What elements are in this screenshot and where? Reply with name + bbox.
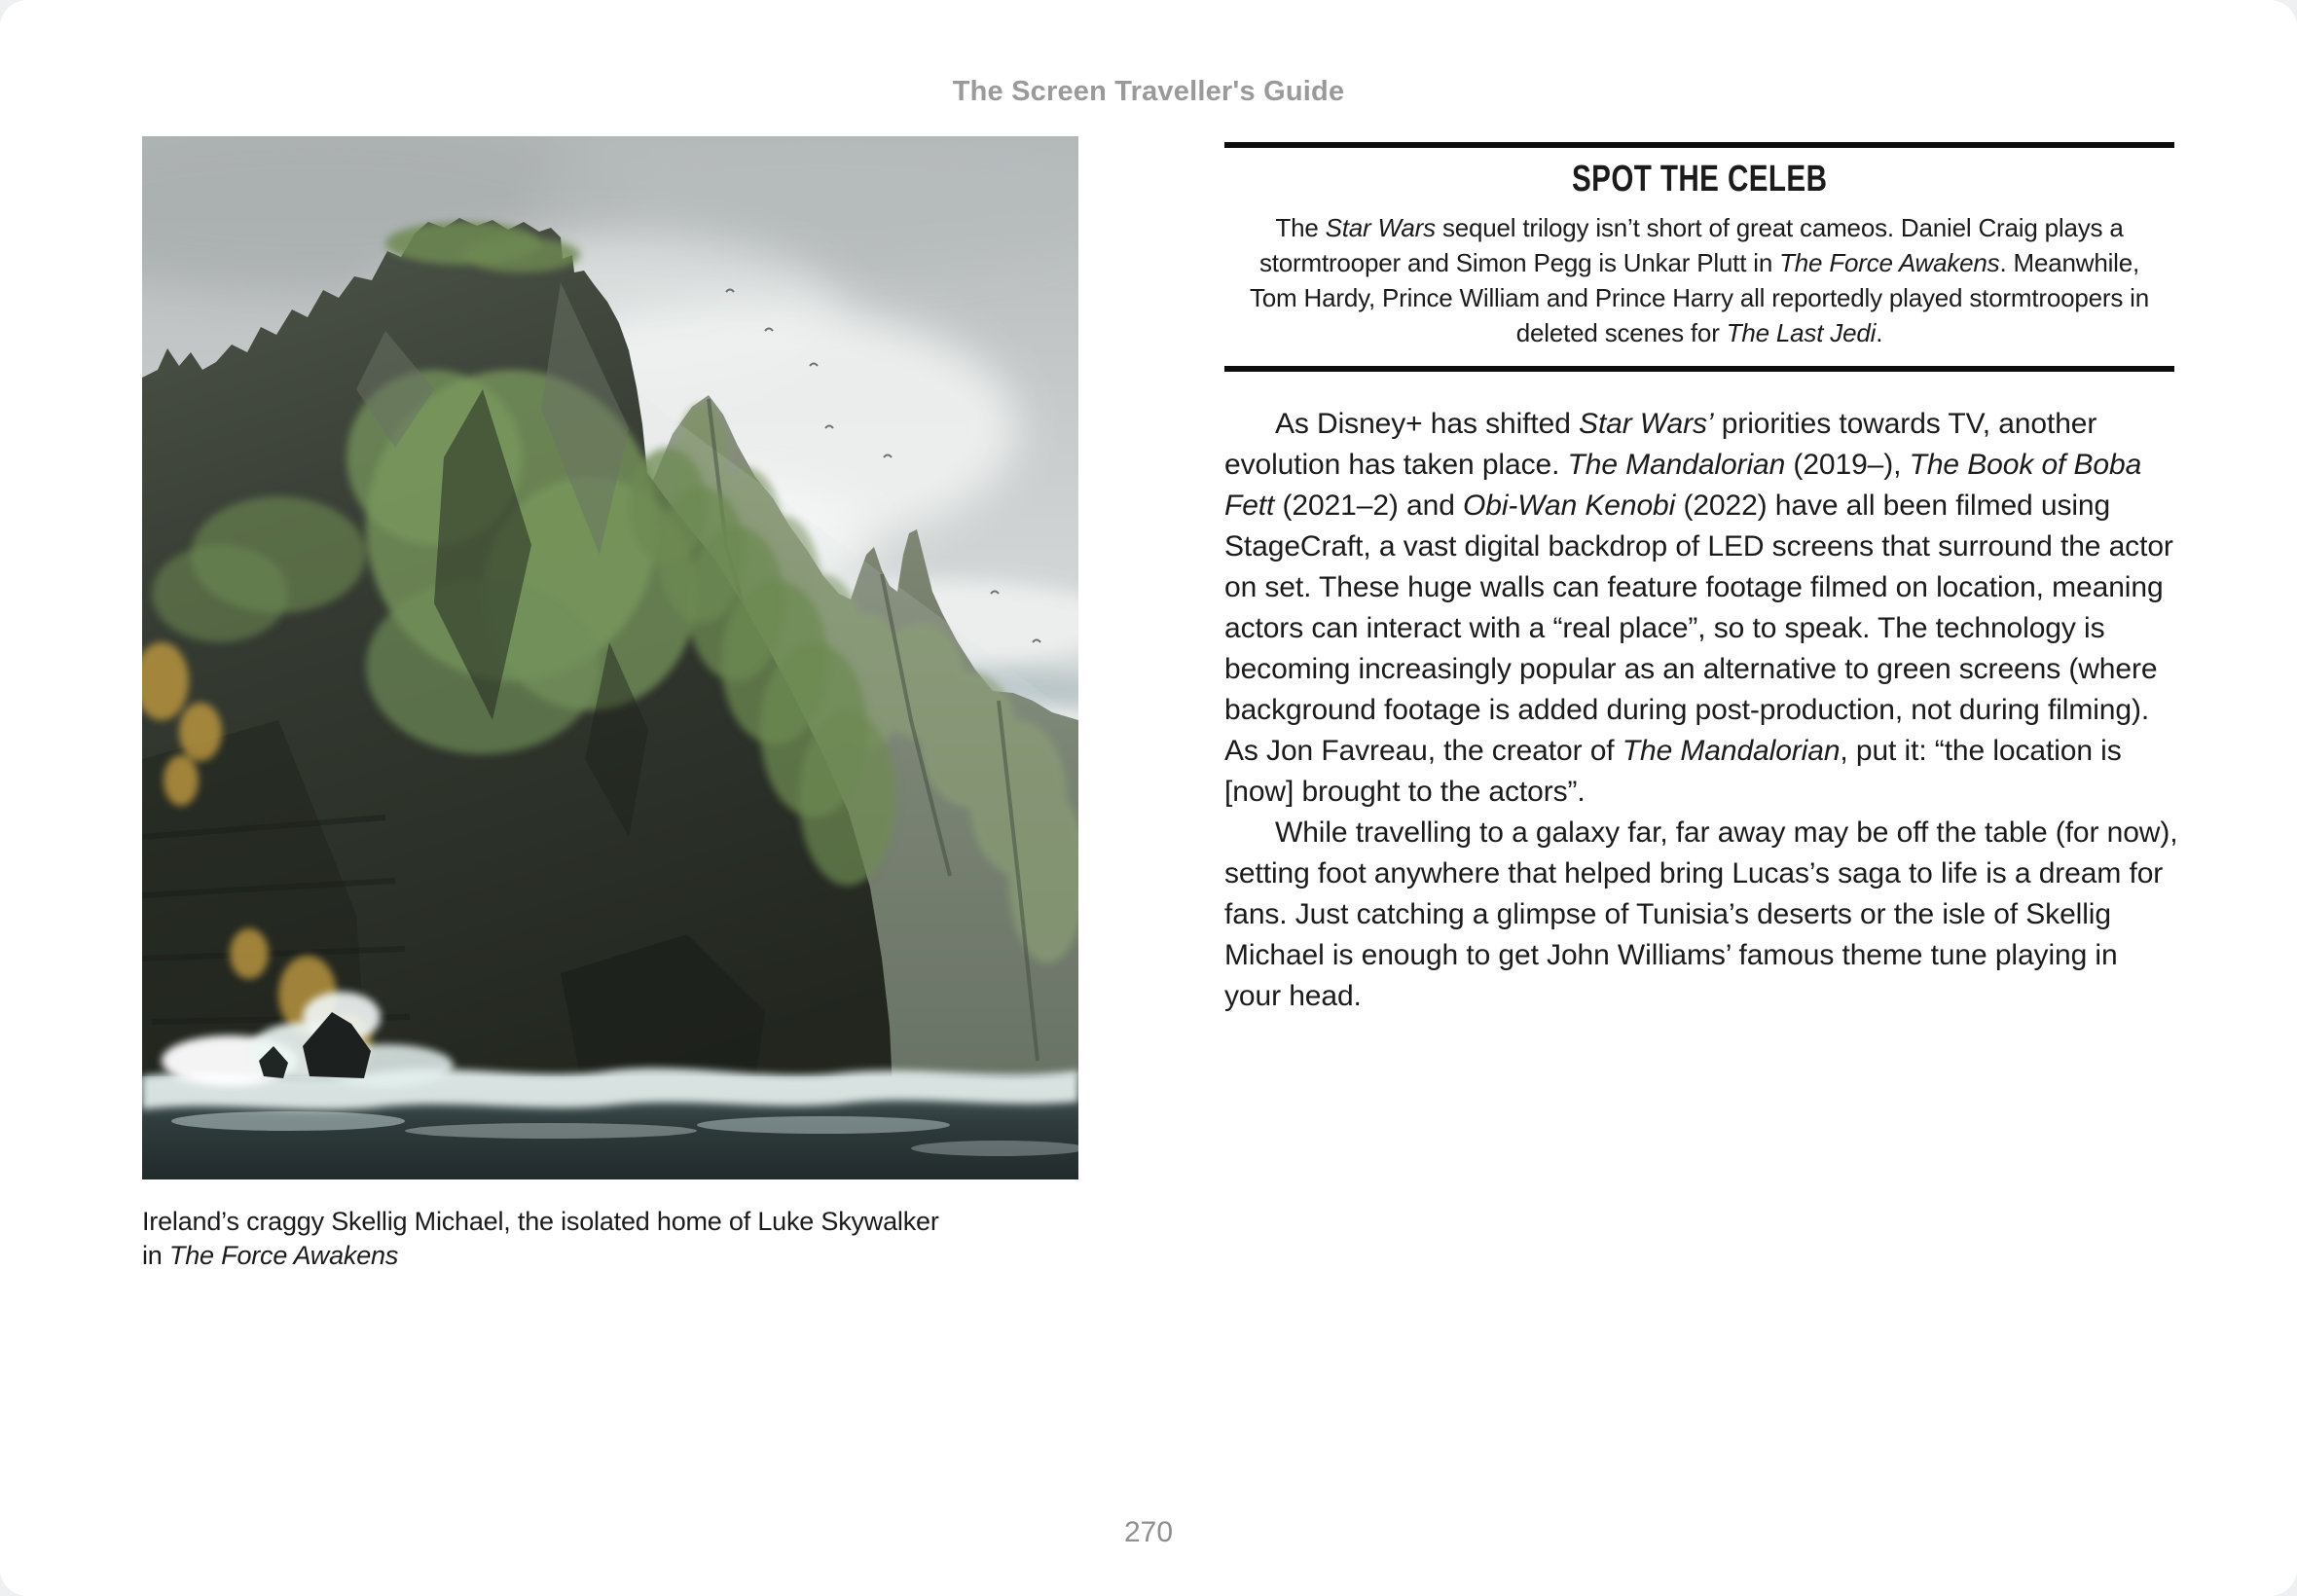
photo-illustration [142, 136, 1078, 1179]
running-header: The Screen Traveller's Guide [952, 76, 1345, 107]
photo-caption [142, 1205, 1078, 1273]
article-text [1224, 404, 2178, 1017]
box-title [1234, 160, 2165, 199]
spot-the-celeb-box [1224, 142, 2174, 372]
article-paragraph-2: While travelling to a galaxy far, far away may be off the table (for now), setting foot anywhere that helped bring Lucas’s saga to life is a dream for fans. Just catching a glimpse of Tunisia’s deserts or the isle of Skellig Michael is enough to get John Williams’ famous theme tune playing in your head. [1224, 816, 2178, 1012]
box-title-text: SPOT THE CELEB [1571, 159, 1828, 200]
box-body: The Star Wars sequel trilogy isn’t short of great cameos. Daniel Craig plays a stormtrooper and Simon Pegg is Unkar Plutt in The Force Awakens. Meanwhile, Tom Hardy, Prince William and Prince Harry all reportedly played stormtroopers in deleted scenes for The Last Jedi. [1250, 213, 2149, 347]
page-number: 270 [1123, 1516, 1174, 1548]
caption-line: Ireland’s craggy Skellig Michael, the isolated home of Luke Skywalker [142, 1207, 939, 1236]
photo-figure [142, 136, 1078, 1273]
caption-line: in The Force Awakens [142, 1241, 399, 1270]
article-paragraph-1: As Disney+ has shifted Star Wars’ priorities towards TV, another evolution has taken place. The Mandalorian (2019–), The Book of Boba Fett (2021–2) and Obi-Wan Kenobi (2022) have all been filmed using StageCraft, a vast digital backdrop of LED screens that surround the actor on set. These huge walls can feature footage filmed on location, meaning actors can interact with a “real place”, so to speak. The technology is becoming increasingly popular as an alternative to green screens (where background footage is added during post-production, not during filming). As Jon Favreau, the creator of The Mandalorian, put it: “the location is [now] brought to the actors”. [1224, 408, 2173, 808]
skellig-michael-photo [142, 136, 1078, 1179]
